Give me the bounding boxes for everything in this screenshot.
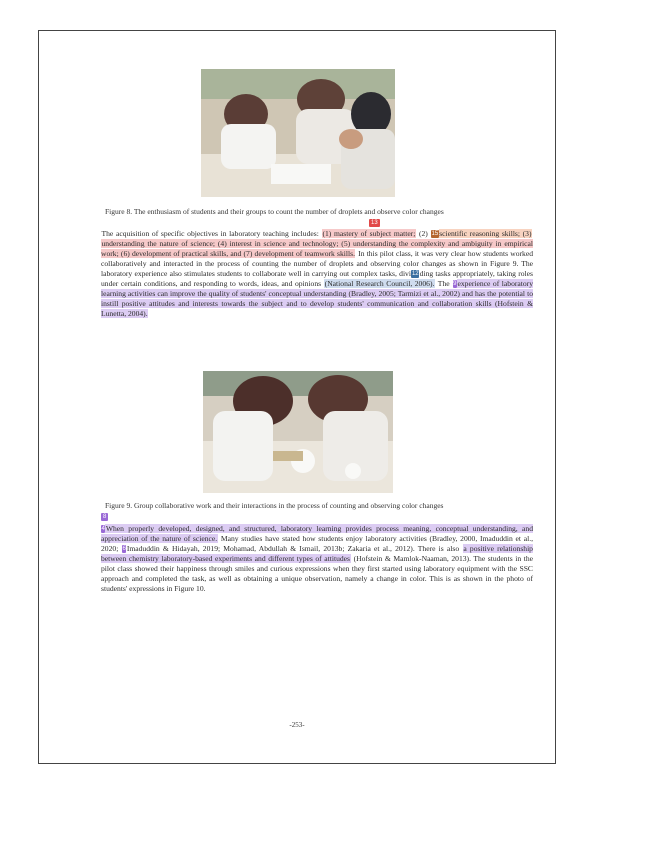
p2-text-2: Imaduddin & Hidayah, 2019; Mohamad, Abdullah & Ismail, 2013b; Zakaria et al., 2012). There is also — [126, 544, 463, 553]
annotation-badge-6: 6 — [122, 546, 126, 553]
figure-8-image — [201, 69, 395, 197]
figure-8-caption: Figure 8. The enthusiasm of students and their groups to count the number of droplets and observe color changes — [105, 207, 444, 216]
p2-text-1: Many studies have stated how students enjoy laboratory activities (Bradley, 2000, Imaduddin et al., 2020; — [101, 534, 533, 553]
p1-text-5: ding tasks appropriately, taking roles under certain conditions, and responding to words, ideas, and opinions — [101, 269, 533, 288]
annotation-badge-12: 12 — [411, 271, 419, 278]
p2-highlight-relationship: a positive relationship between chemistry laboratory-based experiments and different types of attitudes — [101, 544, 533, 563]
p1-text-1: The acquisition of specific objectives in laboratory teaching includes: — [101, 229, 322, 238]
p1-highlight-objectives: understanding the nature of science; (4) interest in science and technology; (5) understanding the complexity and ambiguity in empirical work; (6) development of practical skills, and (7) development of teamwork skills. — [101, 239, 533, 258]
page-number: -253- — [289, 721, 305, 729]
figure-9-photo — [203, 371, 393, 493]
paper-page — [38, 30, 556, 764]
p2-text-3: (Hofstein & Mamlok-Naaman, 2013). The students in the pilot class showed their happiness through smiles and curious expressions when they first started using laboratory equipment with the SSC approach and completed the task, as well as obtaining a unique observation, namely a change in color. This is as shown in the photo of students' expressions in Figure 10. — [101, 554, 533, 593]
p1-highlight-citation: (National Research Council, 2006). — [324, 279, 435, 288]
paragraph-2 — [101, 524, 533, 594]
figure-8-photo — [201, 69, 395, 197]
annotation-badge-4: 4 — [101, 526, 105, 533]
p1-highlight-experience: experience of laboratory learning activities can improve the quality of students' conceptual understanding (Bradley, 2005; Tarmizi et al., 2002) and has the potential to instill positive attitudes and interests towards the subject and to develop students' communication and collaboration skills (Hofstein & Lunetta, 2004). — [101, 279, 534, 318]
annotation-badge-13: 13 — [371, 220, 378, 226]
figure-9-caption: Figure 9. Group collaborative work and their interactions in the process of counting and observing color changes — [105, 501, 444, 510]
annotation-badge-8: 8 — [103, 514, 107, 520]
annotation-badge-15: 15 — [431, 231, 439, 238]
p2-highlight-learning: When properly developed, designed, and structured, laboratory learning provides process meaning, conceptual understanding, and appreciation of the nature of science. — [101, 524, 533, 543]
p1-text-4: In this pilot class, it was very clear how students worked collaboratively and interacted in the process of counting the number of droplets and observing color changes as shown in Figure 9. The laboratory experience also stimulates students to collaborate well in carrying out complex tasks, divi — [101, 249, 533, 278]
p1-highlight-reasoning: scientific reasoning skills; (3) — [439, 229, 532, 238]
p1-text-2: (2) — [416, 229, 431, 238]
p1-text-3 — [532, 229, 533, 238]
paragraph-1 — [101, 229, 533, 319]
annotation-badge-9: 9 — [453, 281, 457, 288]
p1-text-6: The — [435, 279, 453, 288]
p1-highlight-mastery: (1) mastery of subject matter; — [322, 229, 416, 238]
p1-text-7 — [148, 309, 149, 318]
figure-9-image — [203, 371, 393, 493]
